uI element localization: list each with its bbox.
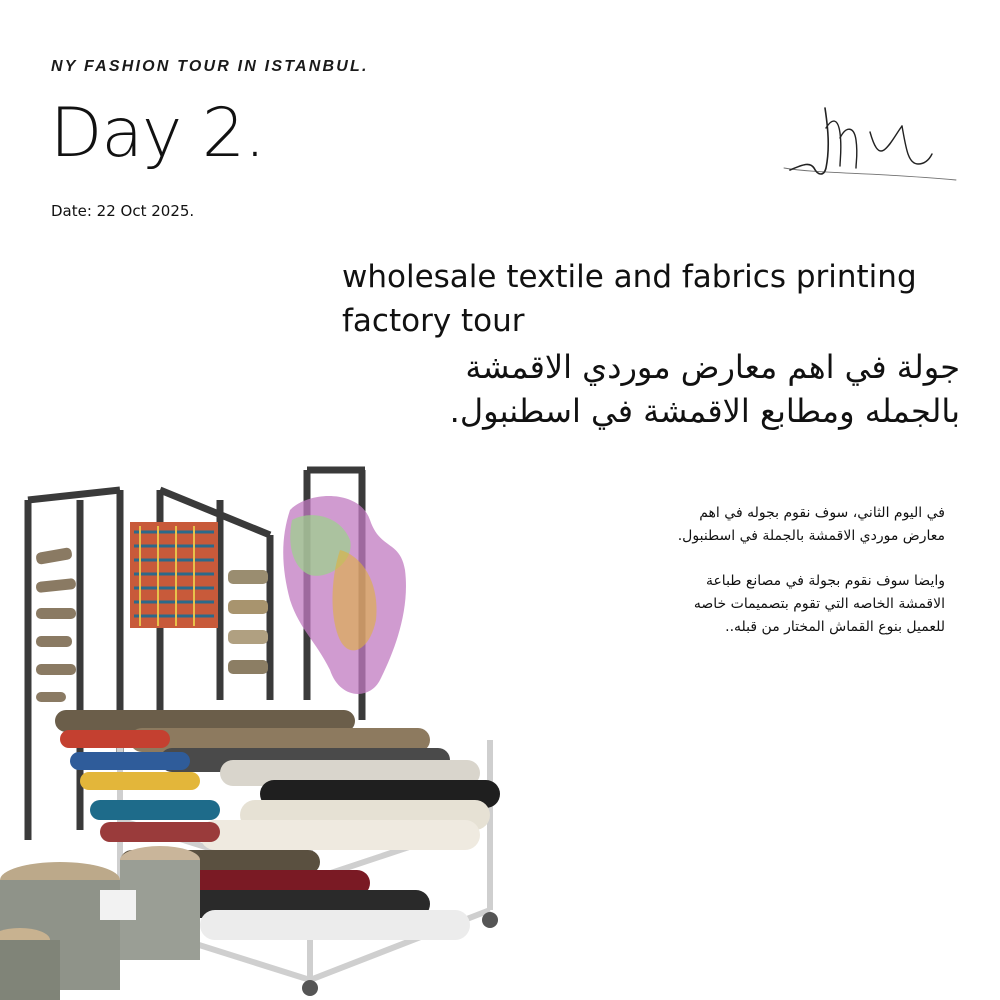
headline-arabic-line-2: بالجمله ومطابع الاقمشة في اسطنبول. [449, 392, 960, 430]
description-paragraph-1 [585, 502, 945, 548]
signature-logo-icon [780, 88, 965, 188]
description-arabic [585, 502, 945, 661]
headline-arabic [340, 345, 960, 433]
headline-english: wholesale textile and fabrics printing factory tour [342, 259, 917, 339]
date-label: Date: 22 Oct 2025. [51, 202, 195, 220]
description-paragraph-2 [585, 570, 945, 639]
description-line: للعميل بنوع القماش المختار من قبله.. [725, 619, 945, 635]
tour-kicker: NY FASHION TOUR IN ISTANBUL. [51, 58, 369, 75]
description-line: الاقمشة الخاصه التي تقوم بتصميمات خاصه [693, 596, 945, 612]
headline-arabic-line-1: جولة في اهم معارض موردي الاقمشة [465, 348, 960, 386]
fabric-rolls-rack-photo [0, 460, 520, 1000]
day-title: Day 2. [50, 94, 265, 173]
description-line: في اليوم الثاني، سوف نقوم بجوله في اهم [699, 505, 945, 521]
description-line: معارض موردي الاقمشة بالجملة في اسطنبول. [677, 528, 945, 544]
description-line: وايضا سوف نقوم بجولة في مصانع طباعة [705, 573, 945, 589]
